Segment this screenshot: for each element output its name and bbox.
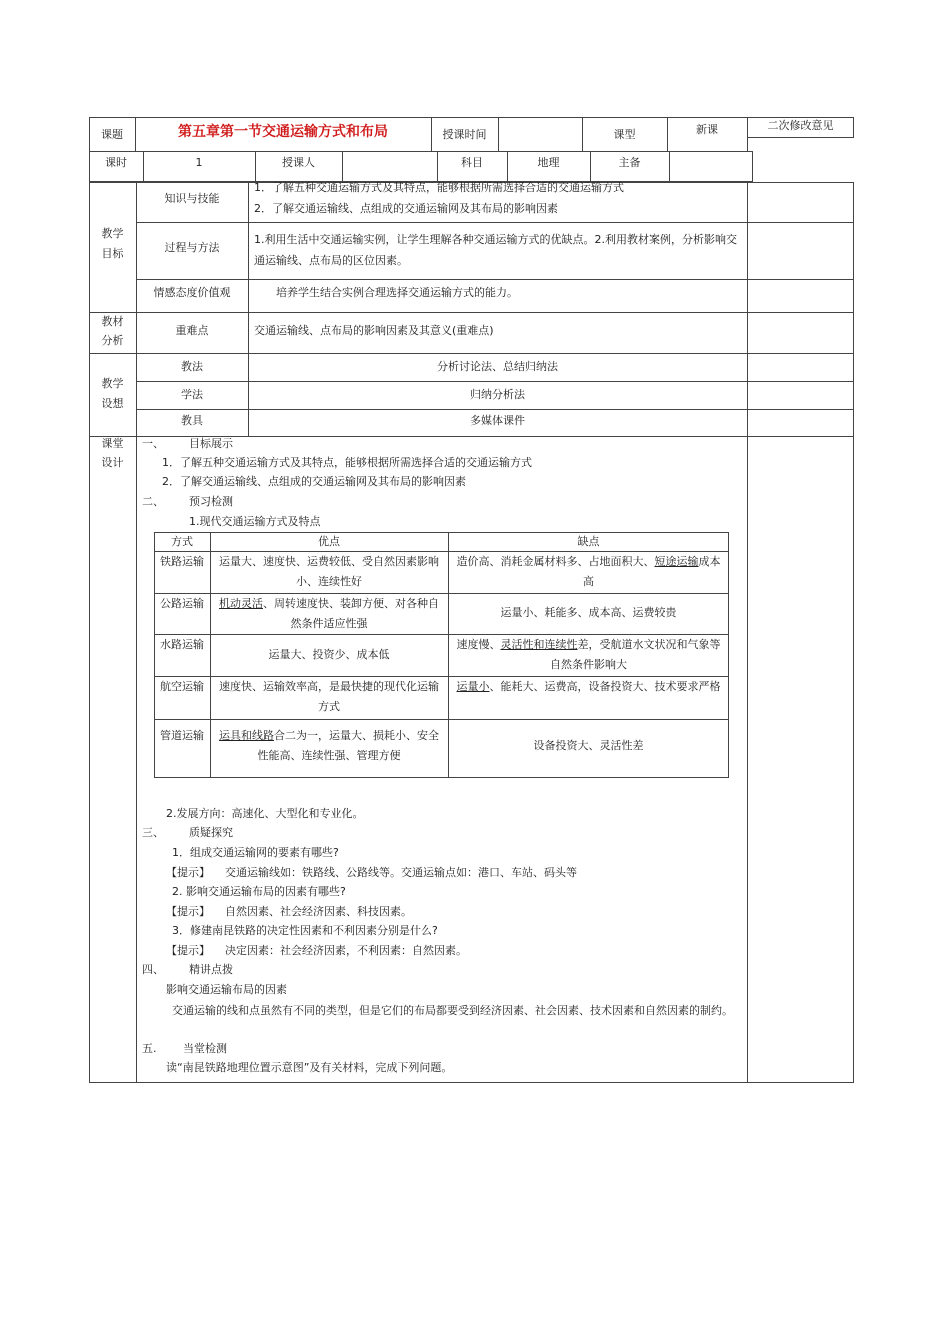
hint-1: 交通运输线如：铁路线、公路线等。交通运输点如：港口、车站、码头等 xyxy=(225,866,577,879)
type-label: 课型 xyxy=(613,128,636,141)
process-label: 过程与方法 xyxy=(164,241,220,254)
teacher-label: 授课人 xyxy=(282,156,315,169)
knowledge-item-2: 2．了解交通运输线、点组成的交通运输网及其布局的影响因素 xyxy=(254,202,558,215)
col-header-pro: 优点 xyxy=(318,535,340,548)
col-header-con: 缺点 xyxy=(577,535,600,548)
period-label: 课时 xyxy=(105,156,127,169)
design-label-1: 教学 xyxy=(101,377,124,390)
page-title: 第五章第一节交通运输方式和布局 xyxy=(178,124,388,140)
s5-title: 当堂检测 xyxy=(183,1042,227,1055)
revision-label: 二次修改意见 xyxy=(767,119,834,132)
s1-item-2: 2．了解交通运输线、点组成的交通运输网及其布局的影响因素 xyxy=(162,475,466,488)
tools-value: 多媒体课件 xyxy=(470,414,525,427)
learning-value: 归纳分析法 xyxy=(470,388,525,401)
table-row-con: 速度慢、灵活性和连续性差，受航道水文状况和气象等自然条件影响大 xyxy=(456,638,721,671)
col-header-mode: 方式 xyxy=(171,535,193,548)
s2-num: 二、 xyxy=(142,495,164,508)
question-1: 1．组成交通运输网的要素有哪些? xyxy=(172,846,339,859)
method-value: 分析讨论法、总结归纳法 xyxy=(437,360,558,373)
goals-label-2: 目标 xyxy=(101,247,124,260)
knowledge-label: 知识与技能 xyxy=(164,192,220,205)
key-label: 重难点 xyxy=(175,324,209,337)
s2-development: 2.发展方向：高速化、大型化和专业化。 xyxy=(166,807,364,820)
lead-label: 主备 xyxy=(618,156,641,169)
table-row-pro: 运量大、速度快、运费较低、受自然因素影响小、连续性好 xyxy=(219,555,439,588)
table-row-pro: 运量大、投资少、成本低 xyxy=(268,648,390,661)
table-row-mode: 航空运输 xyxy=(160,680,204,693)
s3-title: 质疑探究 xyxy=(189,826,233,839)
table-row-mode: 水路运输 xyxy=(160,638,204,651)
s5-num: 五. xyxy=(142,1042,157,1055)
attitude-label: 情感态度价值观 xyxy=(153,286,231,299)
s2-subtitle: 1.现代交通运输方式及特点 xyxy=(189,515,321,528)
s4-subtitle: 影响交通运输布局的因素 xyxy=(166,983,287,996)
table-row-con: 运量小、能耗大、运费高，设备投资大、技术要求严格 xyxy=(456,680,721,693)
table-row-mode: 管道运输 xyxy=(160,729,204,742)
goals-label-1: 教学 xyxy=(101,227,124,240)
analysis-label-2: 分析 xyxy=(101,334,124,347)
topic-label: 课题 xyxy=(101,128,123,141)
process-text: 1.利用生活中交通运输实例，让学生理解各种交通运输方式的优缺点。2.利用教材案例，分析影响交通运输线、点布局的区位因素。 xyxy=(254,233,737,267)
subject-value: 地理 xyxy=(537,156,560,169)
knowledge-item-1: 1．了解五种交通运输方式及其特点，能够根据所需选择合适的交通运输方式 xyxy=(254,181,624,194)
period-value: 1 xyxy=(195,156,203,169)
type-value: 新课 xyxy=(696,123,718,136)
classroom-label-2: 设计 xyxy=(101,456,124,469)
attitude-text: 培养学生结合实例合理选择交通运输方式的能力。 xyxy=(276,286,518,299)
tools-label: 教具 xyxy=(181,414,203,427)
design-label-2: 设想 xyxy=(101,397,124,410)
table-row-con: 运量小、耗能多、成本高、运费较贵 xyxy=(500,606,677,619)
s2-title: 预习检测 xyxy=(189,495,233,508)
s5-text: 读“南昆铁路地理位置示意图”及有关材料，完成下列问题。 xyxy=(166,1061,453,1074)
time-label: 授课时间 xyxy=(442,128,487,141)
hint-3: 决定因素：社会经济因素，不利因素：自然因素。 xyxy=(225,944,467,957)
subject-label: 科目 xyxy=(461,156,483,169)
table-row-pro: 运具和线路合二为一，运量大、损耗小、安全性能高、连续性强、管理方便 xyxy=(219,729,439,762)
s3-num: 三、 xyxy=(142,826,164,839)
table-row-mode: 公路运输 xyxy=(160,597,204,610)
s4-title: 精讲点拨 xyxy=(189,963,233,976)
s4-num: 四、 xyxy=(142,963,164,976)
table-row-pro: 速度快、运输效率高，是最快捷的现代化运输方式 xyxy=(219,680,439,713)
question-3: 3．修建南昆铁路的决定性因素和不利因素分别是什么? xyxy=(172,924,438,937)
table-row-pro: 机动灵活、周转速度快、装卸方便、对各种自然条件适应性强 xyxy=(219,597,439,630)
s1-num: 一、 xyxy=(142,437,164,450)
key-text: 交通运输线、点布局的影响因素及其意义(重难点) xyxy=(254,324,494,337)
analysis-label-1: 教材 xyxy=(101,315,124,328)
s1-title: 目标展示 xyxy=(189,437,233,450)
hint-2: 自然因素、社会经济因素、科技因素。 xyxy=(225,905,412,918)
classroom-label-1: 课堂 xyxy=(101,437,124,450)
hint-tag-3: 【提示】 xyxy=(166,944,210,957)
table-row-con: 设备投资大、灵活性差 xyxy=(533,739,644,752)
s1-item-1: 1．了解五种交通运输方式及其特点，能够根据所需选择合适的交通运输方式 xyxy=(162,456,532,469)
learning-label: 学法 xyxy=(181,388,203,401)
question-2: 2. 影响交通运输布局的因素有哪些? xyxy=(172,885,346,898)
method-label: 教法 xyxy=(181,360,203,373)
hint-tag-1: 【提示】 xyxy=(166,866,210,879)
s4-text: 交通运输的线和点虽然有不同的类型，但是它们的布局都要受到经济因素、社会因素、技术因素和自然因素的制约。 xyxy=(172,1004,733,1017)
table-row-mode: 铁路运输 xyxy=(160,555,204,568)
hint-tag-2: 【提示】 xyxy=(166,905,210,918)
table-row-con: 造价高、消耗金属材料多、占地面积大、短途运输成本高 xyxy=(456,555,721,588)
